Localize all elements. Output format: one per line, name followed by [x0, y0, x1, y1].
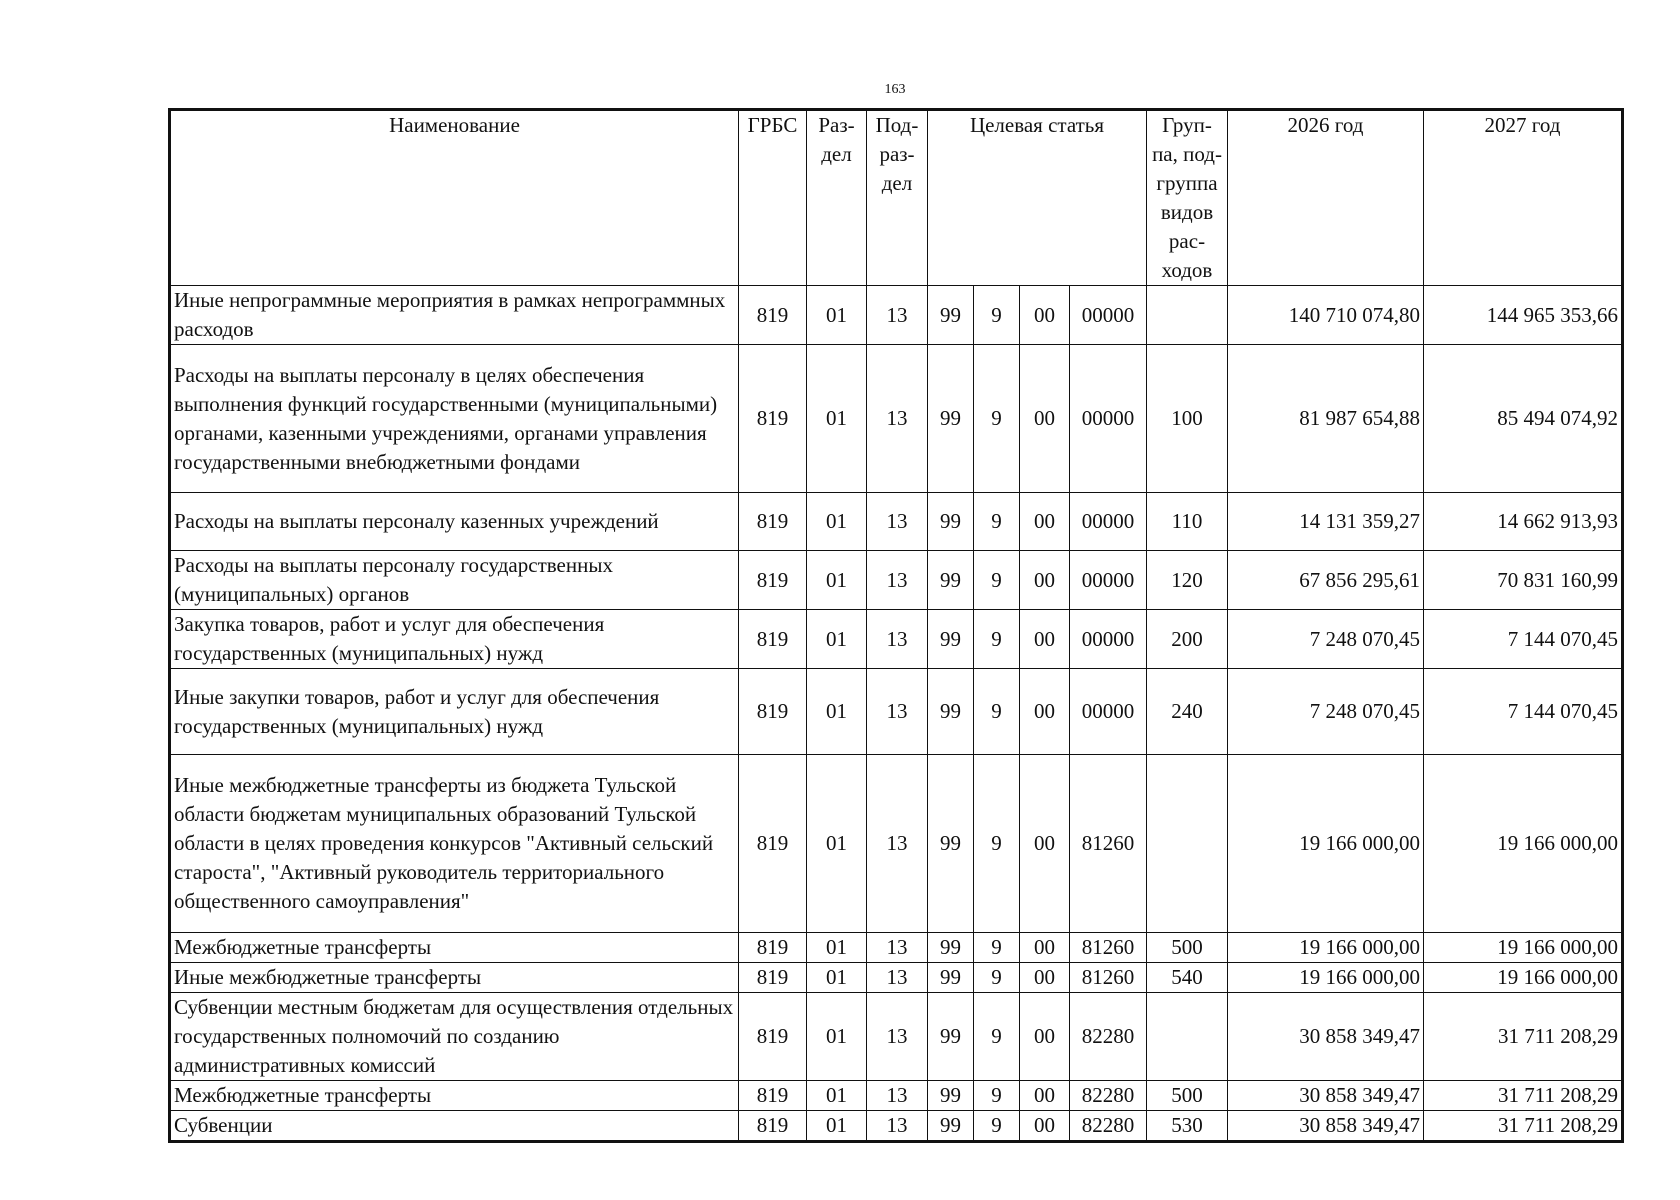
expense-group-cell: 530 [1147, 1111, 1228, 1142]
podrazdel-cell: 13 [867, 286, 928, 345]
target-program-cell: 99 [928, 286, 974, 345]
target-program-cell: 99 [928, 755, 974, 933]
grbs-cell: 819 [739, 493, 807, 551]
amount-2027-cell: 70 831 160,99 [1424, 551, 1623, 610]
target-direction-cell: 00 [1020, 493, 1070, 551]
razdel-cell: 01 [807, 1081, 867, 1111]
target-subprogram-cell: 9 [974, 286, 1020, 345]
target-code-cell: 81260 [1070, 933, 1147, 963]
target-code-cell: 00000 [1070, 493, 1147, 551]
expense-group-cell: 100 [1147, 345, 1228, 493]
razdel-cell: 01 [807, 1111, 867, 1142]
razdel-cell: 01 [807, 755, 867, 933]
target-subprogram-cell: 9 [974, 963, 1020, 993]
podrazdel-cell: 13 [867, 933, 928, 963]
header-year-2027: 2027 год [1424, 110, 1623, 286]
target-code-cell: 82280 [1070, 993, 1147, 1081]
razdel-cell: 01 [807, 669, 867, 755]
target-direction-cell: 00 [1020, 286, 1070, 345]
target-program-cell: 99 [928, 345, 974, 493]
amount-2027-cell: 7 144 070,45 [1424, 669, 1623, 755]
target-code-cell: 82280 [1070, 1111, 1147, 1142]
grbs-cell: 819 [739, 933, 807, 963]
grbs-cell: 819 [739, 1081, 807, 1111]
grbs-cell: 819 [739, 345, 807, 493]
row-name-cell: Расходы на выплаты персоналу казенных учреждений [170, 493, 739, 551]
podrazdel-cell: 13 [867, 345, 928, 493]
grbs-cell: 819 [739, 993, 807, 1081]
target-code-cell: 81260 [1070, 963, 1147, 993]
grbs-cell: 819 [739, 755, 807, 933]
razdel-cell: 01 [807, 493, 867, 551]
row-name-cell: Межбюджетные трансферты [170, 933, 739, 963]
expense-group-cell: 200 [1147, 610, 1228, 669]
grbs-cell: 819 [739, 963, 807, 993]
target-direction-cell: 00 [1020, 755, 1070, 933]
amount-2026-cell: 14 131 359,27 [1228, 493, 1424, 551]
podrazdel-cell: 13 [867, 669, 928, 755]
row-name-cell: Закупка товаров, работ и услуг для обеспечения государственных (муниципальных) нужд [170, 610, 739, 669]
amount-2026-cell: 81 987 654,88 [1228, 345, 1424, 493]
table-row [170, 963, 1623, 993]
expense-group-cell [1147, 993, 1228, 1081]
amount-2026-cell: 19 166 000,00 [1228, 755, 1424, 933]
target-program-cell: 99 [928, 1081, 974, 1111]
header-podrazdel: Под-раз-дел [867, 110, 928, 286]
header-row [170, 110, 1623, 286]
header-razdel: Раз-дел [807, 110, 867, 286]
amount-2027-cell: 31 711 208,29 [1424, 1081, 1623, 1111]
row-name-cell: Субвенции местным бюджетам для осуществления отдельных государственных полномочий по созданию административных комиссий [170, 993, 739, 1081]
header-expense-group: Груп-па, под-группа видов рас-ходов [1147, 110, 1228, 286]
grbs-cell: 819 [739, 1111, 807, 1142]
amount-2027-cell: 19 166 000,00 [1424, 933, 1623, 963]
table-row [170, 345, 1623, 493]
table-row [170, 286, 1623, 345]
target-direction-cell: 00 [1020, 993, 1070, 1081]
razdel-cell: 01 [807, 963, 867, 993]
target-direction-cell: 00 [1020, 551, 1070, 610]
podrazdel-cell: 13 [867, 493, 928, 551]
amount-2027-cell: 14 662 913,93 [1424, 493, 1623, 551]
target-direction-cell: 00 [1020, 345, 1070, 493]
amount-2026-cell: 30 858 349,47 [1228, 1081, 1424, 1111]
page-number: 163 [884, 82, 906, 97]
grbs-cell: 819 [739, 551, 807, 610]
row-name-cell: Субвенции [170, 1111, 739, 1142]
target-code-cell: 82280 [1070, 1081, 1147, 1111]
expense-group-cell: 540 [1147, 963, 1228, 993]
target-program-cell: 99 [928, 1111, 974, 1142]
amount-2026-cell: 7 248 070,45 [1228, 669, 1424, 755]
header-year-2026: 2026 год [1228, 110, 1424, 286]
amount-2027-cell: 31 711 208,29 [1424, 1111, 1623, 1142]
table-row [170, 933, 1623, 963]
podrazdel-cell: 13 [867, 993, 928, 1081]
target-subprogram-cell: 9 [974, 755, 1020, 933]
target-subprogram-cell: 9 [974, 1111, 1020, 1142]
target-direction-cell: 00 [1020, 1111, 1070, 1142]
target-direction-cell: 00 [1020, 610, 1070, 669]
expense-group-cell: 120 [1147, 551, 1228, 610]
row-name-cell: Межбюджетные трансферты [170, 1081, 739, 1111]
grbs-cell: 819 [739, 610, 807, 669]
amount-2027-cell: 19 166 000,00 [1424, 963, 1623, 993]
table-row [170, 1081, 1623, 1111]
podrazdel-cell: 13 [867, 551, 928, 610]
target-direction-cell: 00 [1020, 963, 1070, 993]
target-subprogram-cell: 9 [974, 1081, 1020, 1111]
target-code-cell: 00000 [1070, 551, 1147, 610]
amount-2027-cell: 85 494 074,92 [1424, 345, 1623, 493]
razdel-cell: 01 [807, 610, 867, 669]
budget-table [168, 108, 1624, 1143]
target-subprogram-cell: 9 [974, 493, 1020, 551]
amount-2026-cell: 140 710 074,80 [1228, 286, 1424, 345]
table-row [170, 610, 1623, 669]
table-row [170, 993, 1623, 1081]
grbs-cell: 819 [739, 286, 807, 345]
amount-2026-cell: 19 166 000,00 [1228, 963, 1424, 993]
target-subprogram-cell: 9 [974, 610, 1020, 669]
target-program-cell: 99 [928, 993, 974, 1081]
razdel-cell: 01 [807, 993, 867, 1081]
amount-2027-cell: 19 166 000,00 [1424, 755, 1623, 933]
header-grbs: ГРБС [739, 110, 807, 286]
podrazdel-cell: 13 [867, 963, 928, 993]
podrazdel-cell: 13 [867, 755, 928, 933]
grbs-cell: 819 [739, 669, 807, 755]
table-row [170, 1111, 1623, 1142]
expense-group-cell: 500 [1147, 1081, 1228, 1111]
amount-2026-cell: 7 248 070,45 [1228, 610, 1424, 669]
expense-group-cell: 110 [1147, 493, 1228, 551]
target-subprogram-cell: 9 [974, 551, 1020, 610]
target-code-cell: 00000 [1070, 345, 1147, 493]
expense-group-cell [1147, 286, 1228, 345]
expense-group-cell: 500 [1147, 933, 1228, 963]
target-program-cell: 99 [928, 933, 974, 963]
table-row [170, 493, 1623, 551]
target-direction-cell: 00 [1020, 669, 1070, 755]
razdel-cell: 01 [807, 933, 867, 963]
target-direction-cell: 00 [1020, 1081, 1070, 1111]
amount-2026-cell: 67 856 295,61 [1228, 551, 1424, 610]
row-name-cell: Иные непрограммные мероприятия в рамках непрограммных расходов [170, 286, 739, 345]
target-program-cell: 99 [928, 963, 974, 993]
target-program-cell: 99 [928, 669, 974, 755]
row-name-cell: Расходы на выплаты персоналу государственных (муниципальных) органов [170, 551, 739, 610]
amount-2026-cell: 30 858 349,47 [1228, 993, 1424, 1081]
target-program-cell: 99 [928, 493, 974, 551]
row-name-cell: Иные межбюджетные трансферты из бюджета Тульской области бюджетам муниципальных образований Тульской области в целях проведения конкурсов "Активный сельский староста", "Активный руководитель территориального общественного самоуправления" [170, 755, 739, 933]
razdel-cell: 01 [807, 551, 867, 610]
target-program-cell: 99 [928, 551, 974, 610]
target-subprogram-cell: 9 [974, 669, 1020, 755]
target-subprogram-cell: 9 [974, 933, 1020, 963]
amount-2026-cell: 30 858 349,47 [1228, 1111, 1424, 1142]
podrazdel-cell: 13 [867, 610, 928, 669]
expense-group-cell [1147, 755, 1228, 933]
target-subprogram-cell: 9 [974, 993, 1020, 1081]
target-code-cell: 00000 [1070, 610, 1147, 669]
amount-2027-cell: 144 965 353,66 [1424, 286, 1623, 345]
row-name-cell: Иные закупки товаров, работ и услуг для обеспечения государственных (муниципальных) нужд [170, 669, 739, 755]
amount-2027-cell: 7 144 070,45 [1424, 610, 1623, 669]
expense-group-cell: 240 [1147, 669, 1228, 755]
target-subprogram-cell: 9 [974, 345, 1020, 493]
target-code-cell: 00000 [1070, 286, 1147, 345]
podrazdel-cell: 13 [867, 1111, 928, 1142]
row-name-cell: Расходы на выплаты персоналу в целях обеспечения выполнения функций государственными (муниципальными) органами, казенными учреждениями, органами управления государственными внебюджетными фондами [170, 345, 739, 493]
header-target-article: Целевая статья [928, 110, 1147, 286]
table-body [170, 286, 1623, 1142]
target-code-cell: 00000 [1070, 669, 1147, 755]
table-row [170, 669, 1623, 755]
razdel-cell: 01 [807, 286, 867, 345]
amount-2026-cell: 19 166 000,00 [1228, 933, 1424, 963]
row-name-cell: Иные межбюджетные трансферты [170, 963, 739, 993]
header-name: Наименование [170, 110, 739, 286]
target-code-cell: 81260 [1070, 755, 1147, 933]
table-row [170, 755, 1623, 933]
amount-2027-cell: 31 711 208,29 [1424, 993, 1623, 1081]
table-row [170, 551, 1623, 610]
podrazdel-cell: 13 [867, 1081, 928, 1111]
razdel-cell: 01 [807, 345, 867, 493]
target-direction-cell: 00 [1020, 933, 1070, 963]
target-program-cell: 99 [928, 610, 974, 669]
